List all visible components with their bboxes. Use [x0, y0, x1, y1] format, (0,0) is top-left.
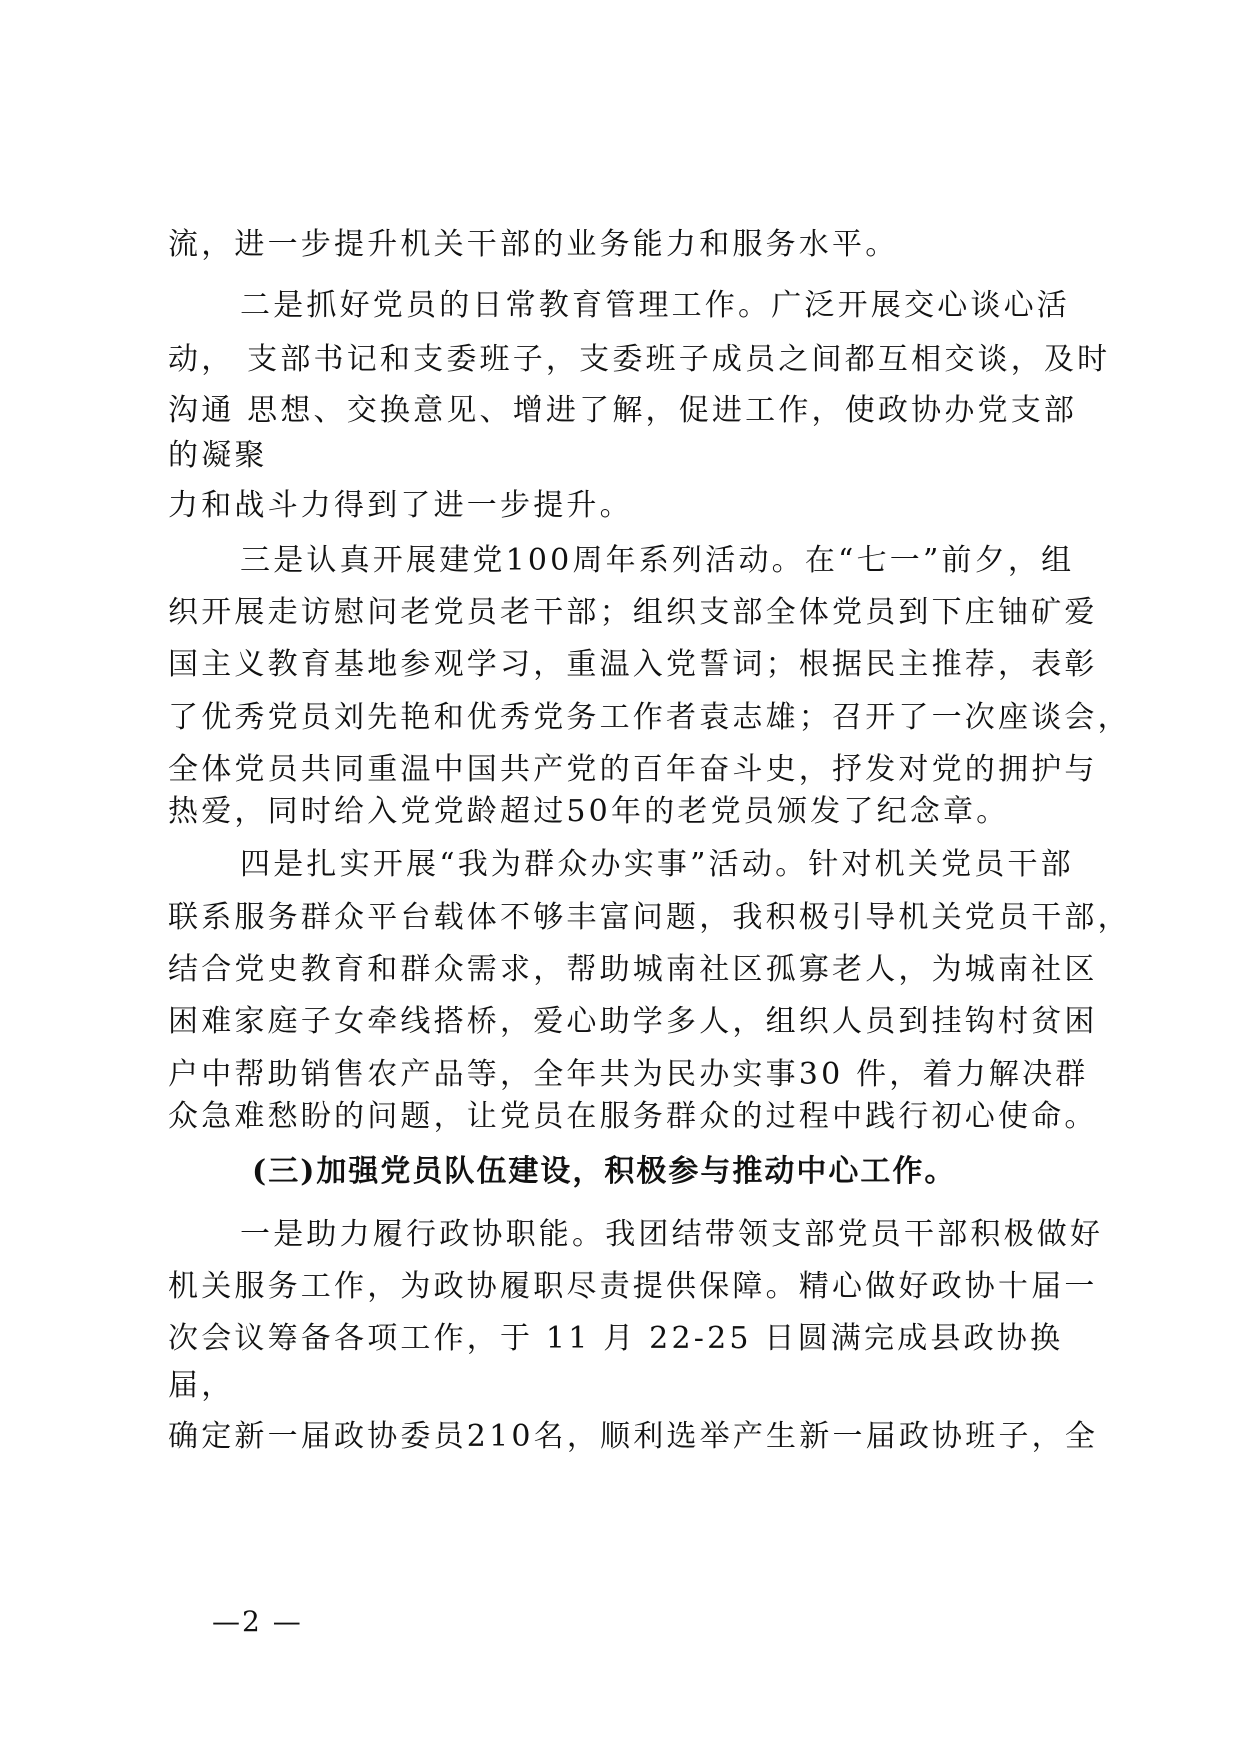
section-heading: (三)加强党员队伍建设，积极参与推动中心工作。 [252, 1154, 957, 1189]
text-line: 困难家庭子女牵线搭桥，爱心助学多人，组织人员到挂钩村贫困 [168, 1004, 1098, 1039]
text-line: 全体党员共同重温中国共产党的百年奋斗史，抒发对党的拥护与 [168, 752, 1098, 787]
paragraph-start-line: 三是认真开展建党100周年系列活动。在“七一”前夕，组 [240, 543, 1075, 578]
text-line: 次会议筹备各项工作，于 11 月 22-25 日圆满完成县政协换 [168, 1321, 1064, 1356]
text-line: 户中帮助销售农产品等，全年共为民办实事30 件，着力解决群 [168, 1057, 1089, 1092]
text-line: 结合党史教育和群众需求，帮助城南社区孤寡老人，为城南社区 [168, 952, 1098, 987]
text-line: 的凝聚 [168, 438, 268, 473]
text-line: 了优秀党员刘先艳和优秀党务工作者袁志雄；召开了一次座谈会， [168, 700, 1131, 735]
text-line: 国主义教育基地参观学习，重温入党誓词；根据民主推荐，表彰 [168, 647, 1098, 682]
paragraph-start-line: 一是助力履行政协职能。我团结带领支部党员干部积极做好 [240, 1217, 1104, 1252]
text-line: 流，进一步提升机关干部的业务能力和服务水平。 [168, 227, 899, 262]
text-line: 众急难愁盼的问题，让党员在服务群众的过程中践行初心使命。 [168, 1099, 1098, 1134]
text-line: 确定新一届政协委员210名，顺利选举产生新一届政协班子，全 [168, 1419, 1099, 1454]
text-line: 织开展走访慰问老党员老干部；组织支部全体党员到下庄铀矿爱 [168, 595, 1098, 630]
text-line: 力和战斗力得到了进一步提升。 [168, 488, 633, 523]
text-line: 届， [168, 1368, 235, 1403]
text-line: 热爱，同时给入党党龄超过50年的老党员颁发了纪念章。 [168, 794, 1010, 829]
text-line: 沟通 思想、交换意见、增进了解，促进工作，使政协办党支部 [168, 393, 1078, 428]
paragraph-start-line: 四是扎实开展“我为群众办实事”活动。针对机关党员干部 [240, 847, 1074, 882]
text-line: 机关服务工作，为政协履职尽责提供保障。精心做好政协十届一 [168, 1269, 1098, 1304]
text-line: 联系服务群众平台载体不够丰富问题，我积极引导机关党员干部， [168, 900, 1131, 935]
page-number: —2 — [212, 1605, 303, 1638]
paragraph-start-line: 二是抓好党员的日常教育管理工作。广泛开展交心谈心活 [240, 288, 1070, 323]
text-line: 动， 支部书记和支委班子，支委班子成员之间都互相交谈，及时 [168, 342, 1111, 377]
